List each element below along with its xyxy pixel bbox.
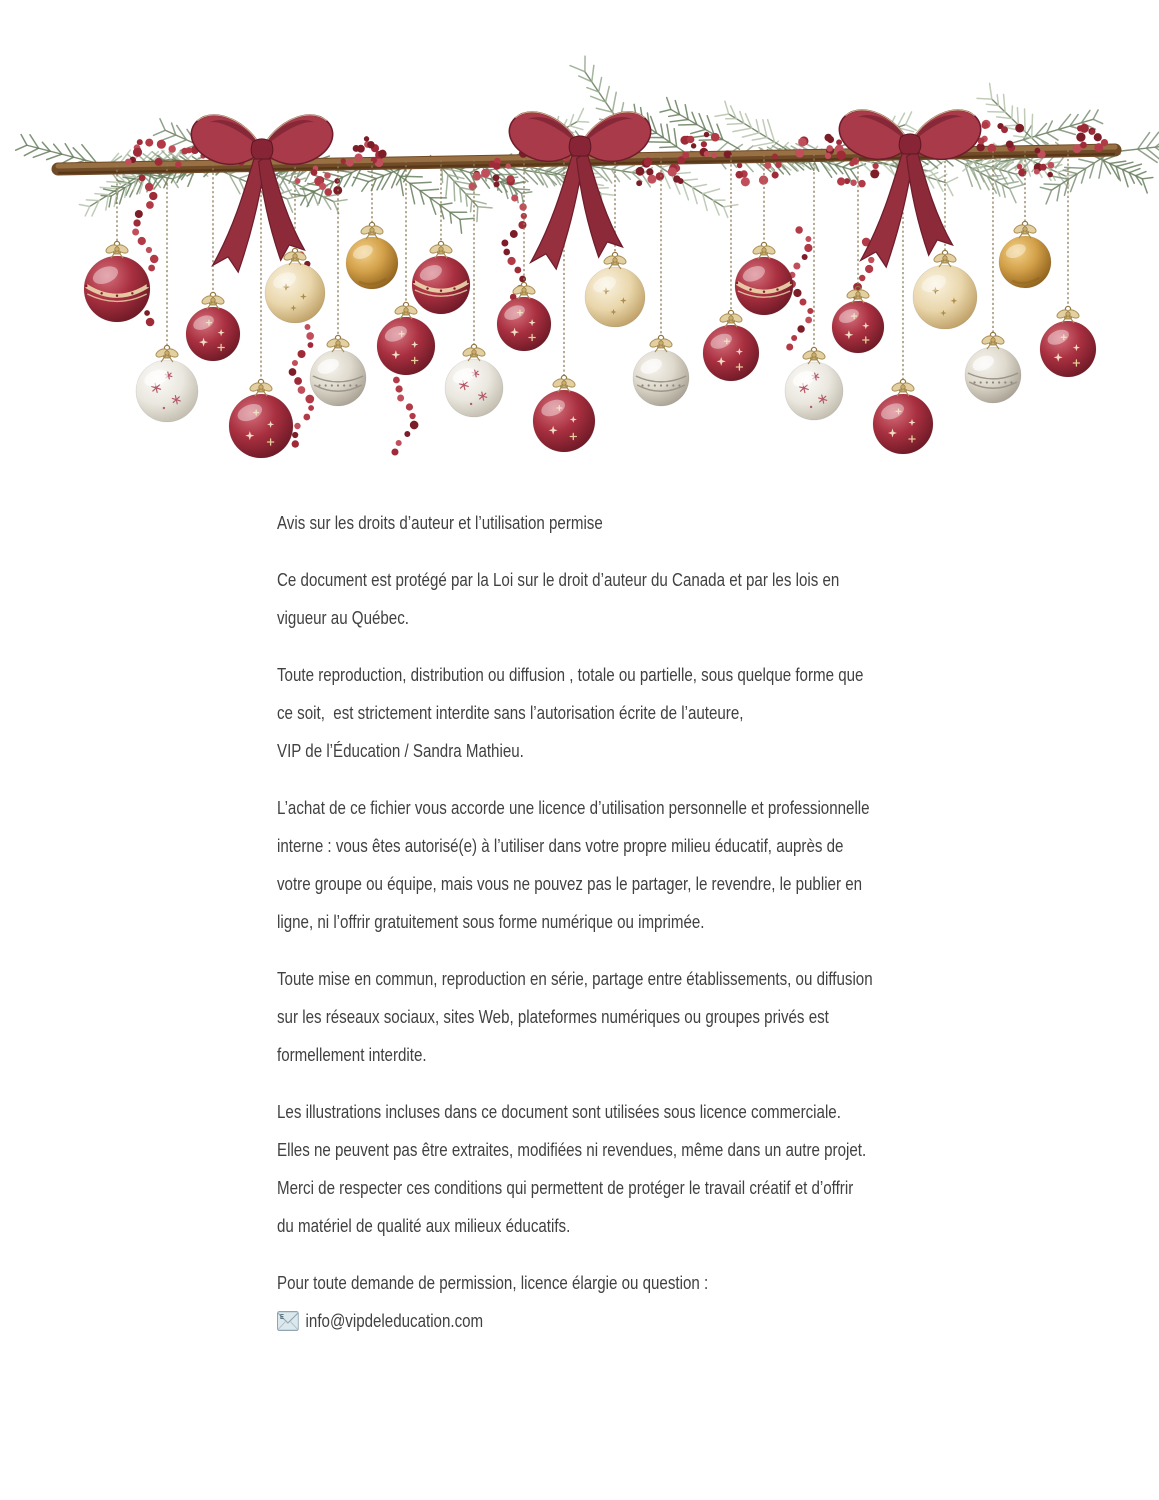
text-line: Elles ne peuvent pas être extraites, modifiées ni revendues, même dans un autre projet. [277,1140,867,1160]
text-line: formellement interdite. [277,1045,427,1065]
text-line: du matériel de qualité aux milieux éducatifs. [277,1216,571,1236]
text-line: Toute mise en commun, reproduction en série, partage entre établissements, ou diffusion [277,969,873,989]
paragraph-licence [277,789,1018,941]
contact-email-line [277,1302,1018,1340]
text-line: ce soit, est strictement interdite sans l’autorisation écrite de l’auteure, [277,703,744,723]
text-line: votre groupe ou équipe, mais vous ne pouvez pas le partager, le revendre, le publier en [277,874,863,894]
text-line: L’achat de ce fichier vous accorde une licence d’utilisation personnelle et professionnelle [277,798,870,818]
title-line: Avis sur les droits d’auteur et l’utilisation permise [277,513,603,533]
text-line: Pour toute demande de permission, licence élargie ou question : [277,1273,709,1293]
text-line: Ce document est protégé par la Loi sur le droit d’auteur du Canada et par les lois en [277,570,840,590]
text-line: VIP de l’Éducation / Sandra Mathieu. [277,741,524,761]
paragraph-contact [277,1264,1018,1340]
copyright-notice [277,504,1159,1340]
paragraph-protection [277,561,1018,637]
svg-text:E: E [280,1313,284,1322]
text-line: Toute reproduction, distribution ou diffusion , totale ou partielle, sous quelque forme que [277,665,864,685]
paragraph-partage [277,960,1018,1074]
paragraph-illustrations [277,1093,1018,1245]
text-line: ligne, ni l’offrir gratuitement sous forme numérique ou imprimée. [277,912,705,932]
email-icon [277,1311,299,1331]
paragraph-interdiction [277,656,1018,770]
text-line: Les illustrations incluses dans ce document sont utilisées sous licence commerciale. [277,1102,841,1122]
contact-email: info@vipdeleducation.com [305,1311,484,1331]
christmas-garland-banner [0,0,1159,490]
text-line: vigueur au Québec. [277,608,409,628]
notice-title [277,504,1018,542]
text-line: sur les réseaux sociaux, sites Web, plateformes numériques ou groupes privés est [277,1007,829,1027]
text-line: interne : vous êtes autorisé(e) à l’utiliser dans votre propre milieu éducatif, auprès de [277,836,844,856]
text-line: Merci de respecter ces conditions qui permettent de protéger le travail créatif et d’offrir [277,1178,854,1198]
